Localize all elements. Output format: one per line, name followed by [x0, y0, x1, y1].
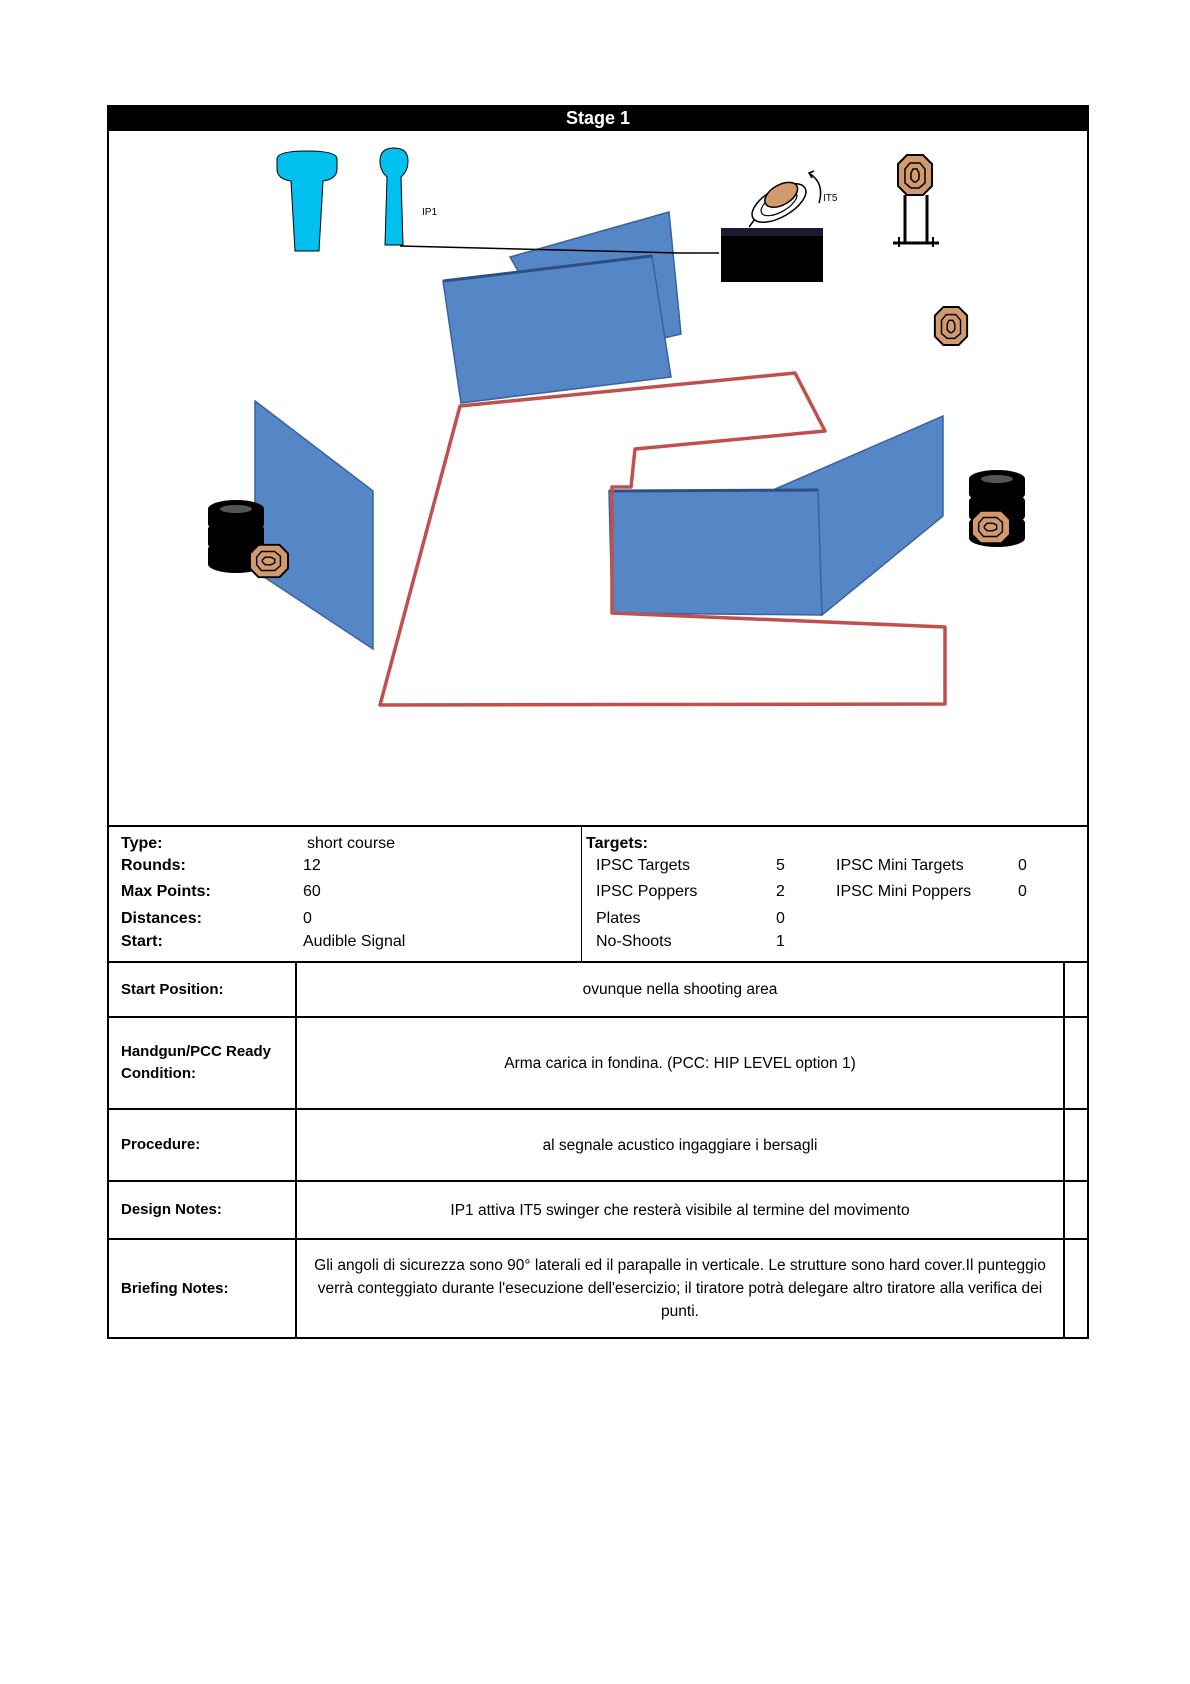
row-value: IP1 attiva IT5 swinger che resterà visibile al termine del movimento	[450, 1201, 910, 1219]
ipsc-target-icon	[893, 155, 939, 247]
ready-condition-row	[109, 1018, 1087, 1110]
it5-label: IT5	[823, 193, 838, 204]
row-value: Arma carica in fondina. (PCC: HIP LEVEL option 1)	[504, 1054, 856, 1072]
row-label: Design Notes:	[109, 1182, 297, 1238]
distances-label: Distances:	[121, 910, 202, 927]
wall-icon	[443, 256, 671, 403]
stage-sheet	[107, 105, 1089, 1339]
max-points-label: Max Points:	[121, 883, 211, 900]
row-label: Start Position:	[109, 963, 297, 1016]
target-type-label: IPSC Poppers	[596, 883, 698, 900]
target-type-value: 1	[776, 933, 785, 950]
target-type-value: 2	[776, 883, 785, 900]
start-position-row	[109, 963, 1087, 1018]
popper-icon	[380, 148, 408, 245]
rounds-value: 12	[303, 857, 321, 874]
mini-target-value: 0	[1018, 857, 1027, 874]
row-value: Gli angoli di sicurezza sono 90° laterali ed il parapalle in verticale. Le strutture sono hard cover.Il punteggio verrà conteggiato durante l'esecuzione dell'esercizio; il tiratore potrà delegare altro tiratore alla verifica dei punti.	[314, 1257, 1046, 1320]
mini-target-label: IPSC Mini Poppers	[836, 883, 972, 900]
ipsc-target-icon	[972, 511, 1010, 543]
ipsc-target-icon	[250, 545, 288, 577]
swinger-target-icon	[745, 174, 812, 230]
popper-icon	[277, 151, 337, 251]
row-value: al segnale acustico ingaggiare i bersagli	[542, 1136, 818, 1154]
design-notes-row	[109, 1182, 1087, 1240]
target-type-label: Plates	[596, 910, 641, 927]
briefing-notes-row	[109, 1240, 1087, 1339]
procedure-row	[109, 1110, 1087, 1182]
row-label: Handgun/PCC Ready Condition:	[109, 1018, 297, 1108]
stage-diagram	[107, 131, 1089, 827]
target-type-value: 0	[776, 910, 785, 927]
row-label: Procedure:	[109, 1110, 297, 1180]
box-icon	[721, 228, 823, 282]
stage-title: Stage 1	[107, 105, 1089, 131]
wall-icon	[609, 490, 822, 615]
ip1-label: IP1	[422, 207, 438, 218]
rounds-label: Rounds:	[121, 857, 186, 874]
target-type-label: IPSC Targets	[596, 857, 690, 874]
type-label: Type:	[121, 835, 163, 852]
ipsc-target-icon	[935, 307, 967, 345]
distances-value: 0	[303, 910, 312, 927]
stage-details	[107, 963, 1089, 1339]
row-value: ovunque nella shooting area	[582, 981, 778, 998]
mini-target-label: IPSC Mini Targets	[836, 857, 964, 874]
max-points-value: 60	[303, 883, 321, 900]
start-label: Start:	[121, 933, 163, 950]
row-label: Briefing Notes:	[109, 1240, 297, 1337]
wall-icon	[255, 401, 373, 649]
stage-info-table	[107, 827, 1089, 963]
target-type-label: No-Shoots	[596, 933, 672, 950]
mini-target-value: 0	[1018, 883, 1027, 900]
swing-arrow-icon	[809, 173, 821, 203]
type-value: short course	[307, 835, 396, 852]
stage-diagram-canvas	[109, 131, 1091, 827]
targets-label: Targets:	[586, 835, 648, 852]
target-type-value: 5	[776, 857, 785, 874]
start-value: Audible Signal	[303, 933, 406, 950]
